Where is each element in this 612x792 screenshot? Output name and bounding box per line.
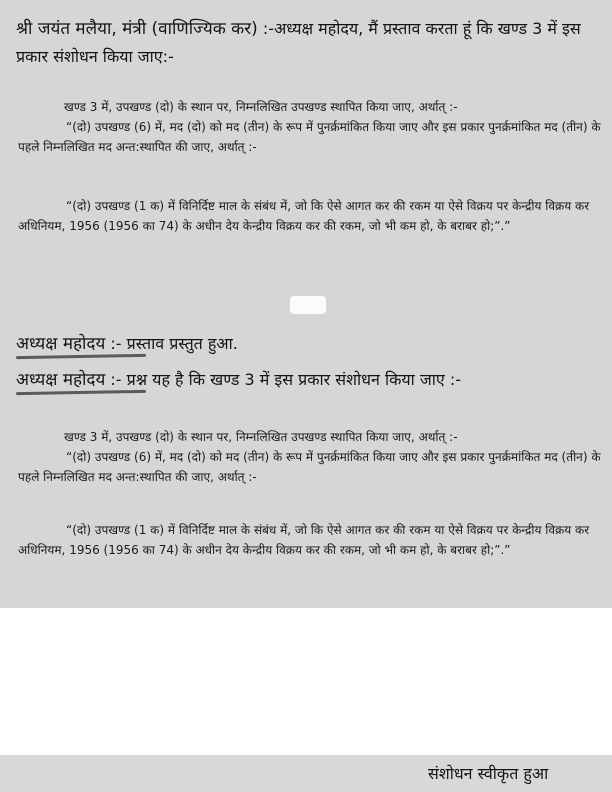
minister-speech: :-अध्यक्ष महोदय, मैं प्रस्ताव करता हूं कि खण्ड 3 में इस प्रकार संशोधन किया जाए:-: [16, 19, 581, 66]
amendment-para-3: “(दो) उपखण्ड (1 क) में विनिर्दिष्ट माल के संबंध में, जो कि ऐसे आगत कर की रकम या ऐसे विक्रय पर केन्द्रीय विक्रय कर अधिनियम, 1956 (1956 का 74) के अधीन देय केन्द्रीय विक्रय कर की रकम, जो भी कम हो, के बराबर हो;”.”: [18, 199, 590, 233]
amendment-para-1: खण्ड 3 में, उपखण्ड (दो) के स्थान पर, निम्नलिखित उपखण्ड स्थापित किया जाए, अर्थात् :-: [64, 100, 458, 114]
chair-label: अध्यक्ष महोदय: [16, 334, 106, 354]
amendment-para-2-repeat: “(दो) उपखण्ड (6) में, मद (दो) को मद (तीन) के रूप में पुनर्क्रमांकित किया जाए और इस प्रकार पुनर्क्रमांकित मद (तीन) के पहले निम्नलिखित मद अन्त:स्थापित की जाए, अर्थात् :-: [18, 450, 601, 484]
chair-question-text: :- प्रश्न यह है कि खण्ड 3 में इस प्रकार संशोधन किया जाए :-: [105, 370, 462, 389]
chair-response-2: [16, 368, 461, 392]
white-blot-mark: [290, 296, 326, 314]
minister-statement: [16, 15, 604, 71]
chair-response-text: :- प्रस्ताव प्रस्तुत हुआ.: [105, 334, 238, 353]
chair-label: अध्यक्ष महोदय: [16, 370, 106, 390]
amendment-para-3-repeat: “(दो) उपखण्ड (1 क) में विनिर्दिष्ट माल के संबंध में, जो कि ऐसे आगत कर की रकम या ऐसे विक्रय पर केन्द्रीय विक्रय कर अधिनियम, 1956 (1956 का 74) के अधीन देय केन्द्रीय विक्रय कर की रकम, जो भी कम हो, के बराबर हो;”.”: [18, 523, 590, 557]
minister-name: श्री जयंत मलैया, मंत्री (वाणिज्यिक कर): [16, 19, 258, 39]
amendment-para-2: “(दो) उपखण्ड (6) में, मद (दो) को मद (तीन) के रूप में पुनर्क्रमांकित किया जाए और इस प्रकार पुनर्क्रमांकित मद (तीन) के पहले निम्नलिखित मद अन्त:स्थापित की जाए, अर्थात् :-: [18, 120, 601, 154]
amendment-para-1-repeat: खण्ड 3 में, उपखण्ड (दो) के स्थान पर, निम्नलिखित उपखण्ड स्थापित किया जाए, अर्थात् :-: [64, 430, 458, 444]
amendment-adopted-text: संशोधन स्वीकृत हुआ: [428, 764, 549, 783]
chair-response-1: [16, 332, 238, 356]
